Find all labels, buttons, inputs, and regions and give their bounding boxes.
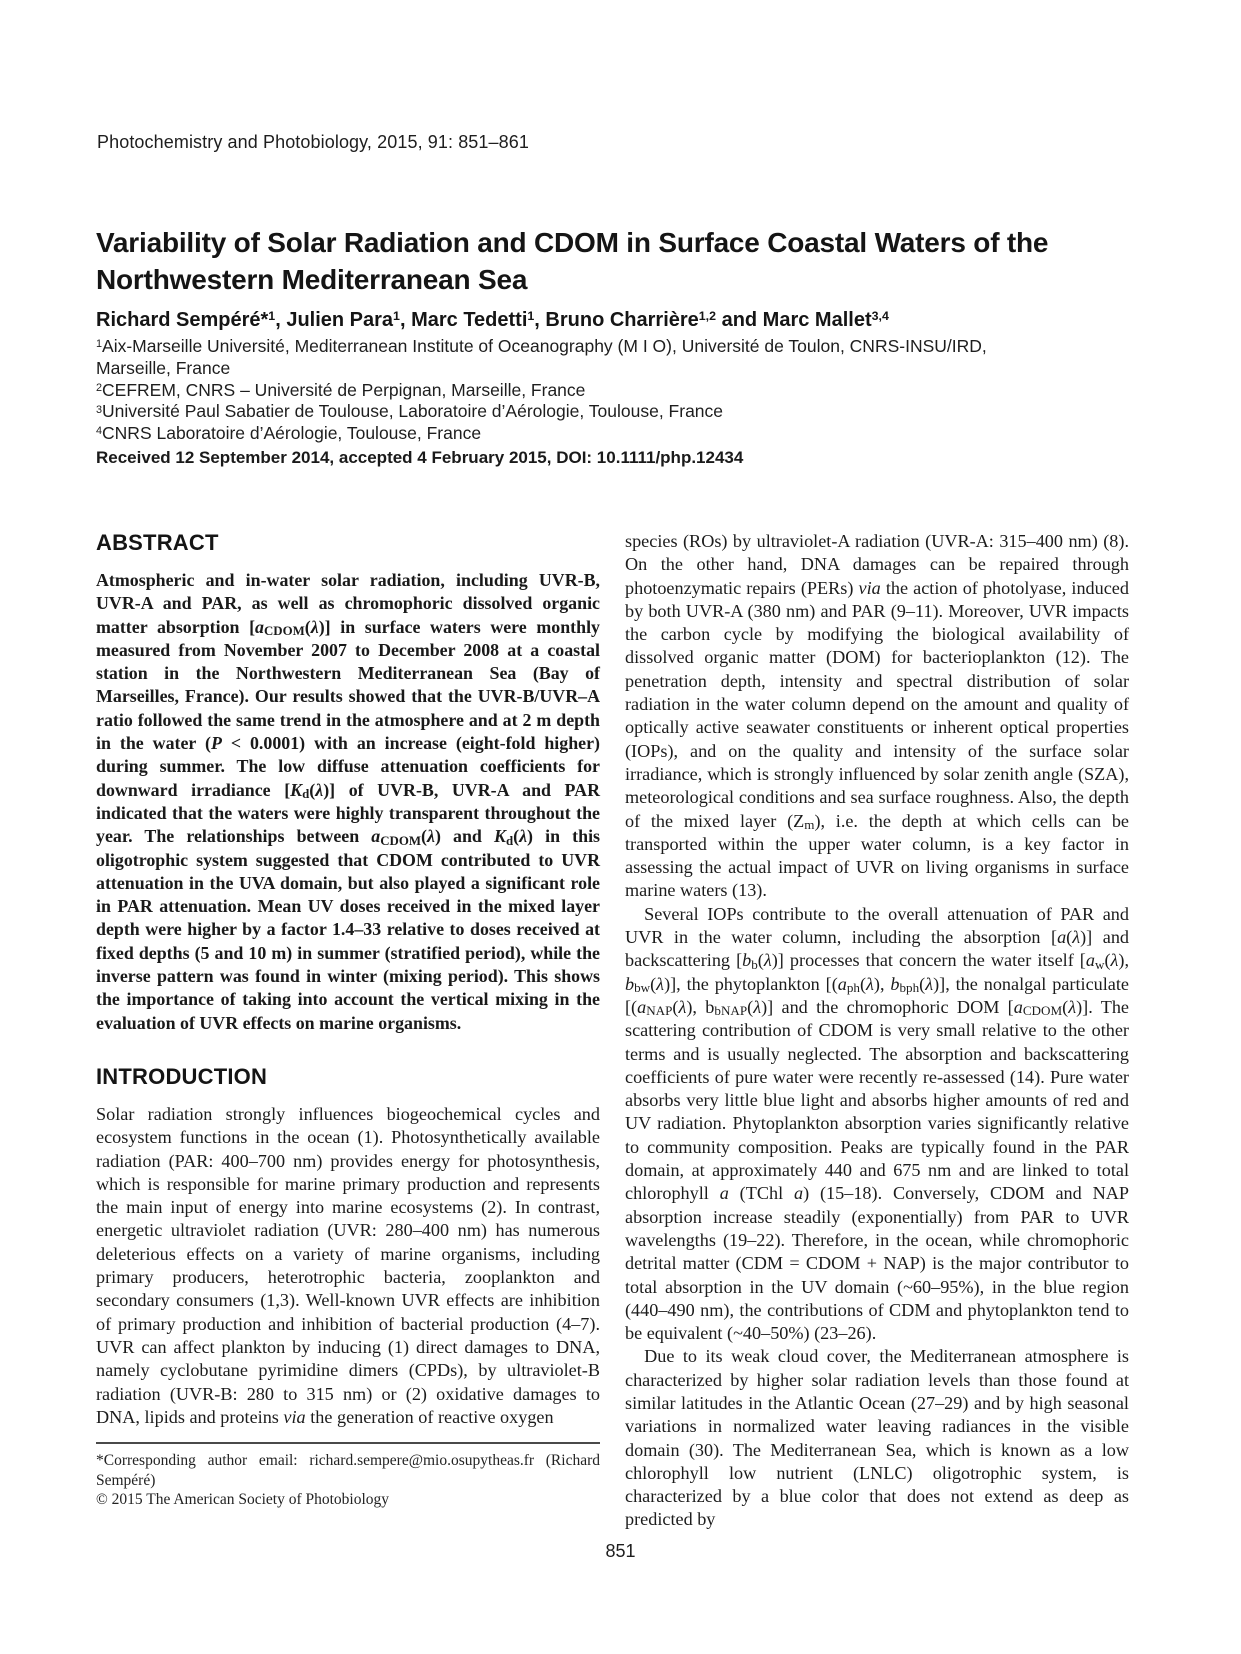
authors-line: Richard Sempéré*$^1$, Julien Para$^1$, Marc Tedetti$^1$, Bruno Charrière$^{1,2}$ and Marc Mallet$^{3,4}$ — [96, 309, 889, 331]
footnote-divider — [96, 1442, 600, 1444]
introduction-paragraph-2: species (ROs) by ultraviolet-A radiation (UVR-A: 315–400 nm) (8). On the other hand, DNA damages can be repaired through photoenzymatic repairs (PERs) via the action of photolyase, induced by both UVR-A (380 nm) and PAR (9–11). Moreover, UVR impacts the carbon cycle by modifying the biological availability of dissolved organic matter (DOM) for bacterioplankton (12). The penetration depth, intensity and spectral distribution of solar radiation in the water column depend on the amount and quality of optically active seawater constituents or inherent optical properties (IOPs), and on the quality and intensity of the surface solar irradiance, which is strongly influenced by solar zenith angle (SZA), meteorological conditions and sea surface roughness. Also, the depth of the mixed layer $(Z_m)$, i.e. the depth at which cells can be transported within the upper water column, is a key factor in assessing the actual impact of UVR on living organisms in surface marine waters (13). — [625, 531, 1129, 901]
article-title: Variability of Solar Radiation and CDOM in Surface Coastal Waters of the Northwestern Mediterranean Sea — [96, 227, 1049, 295]
journal-header-line: Photochemistry and Photobiology, 2015, 91: 851–861 — [97, 132, 529, 152]
affiliation-3: $^3$Université Paul Sabatier de Toulouse, Laboratoire d’Aérologie, Toulouse, France — [96, 401, 724, 422]
introduction-paragraph-3: Several IOPs contribute to the overall attenuation of PAR and UVR in the water column, including the absorption [a(λ)] and backscattering $[b_b(\lambda)]$ processes that concern the water itself [$a_w(\lambda)$, $b_{bw}(\lambda)$], the phytoplankton [($a_{ph}(\lambda)$, $b_{bph}(\lambda)$], the nonalgal particulate [($a_{NAP}(\lambda)$, $b_{bNAP}(\lambda)$] and the chromophoric DOM $[a_{CDOM}(\lambda)]$. The scattering contribution of CDOM is very small relative to the other terms and is usually neglected. The absorption and backscattering coefficients of pure water were recently re-assessed (14). Pure water absorbs very little blue light and absorbs higher amounts of red and UV radiation. Phytoplankton absorption varies significantly relative to community composition. Peaks are typically found in the PAR domain, at approximately 440 and 675 nm and are linked to total chlorophyll a (TChl a) (15–18). Conversely, CDOM and NAP absorption increase steadily (exponentially) from PAR to UVR wavelengths (19–22). Therefore, in the ocean, while chromophoric detrital matter (CDM = CDOM + NAP) is the major contributor to total absorption in the UV domain (~60–95%), in the blue region (440–490 nm), the contributions of CDM and phytoplankton tend to be equivalent (~40–50%) (23–26). — [625, 903, 1130, 1344]
page-number: 851 — [605, 1541, 636, 1561]
introduction-paragraph-4: Due to its weak cloud cover, the Mediterranean atmosphere is characterized by higher solar radiation levels than those found at similar latitudes in the Atlantic Ocean (27–29) and by high seasonal variations in normalized water leaving radiances in the visible domain (30). The Mediterranean Sea, which is known as a low chlorophyll low nutrient (LNLC) oligotrophic system, is characterized by a blue color that does not extend as deep as predicted by — [625, 1346, 1129, 1530]
footnote-correspondence: *Corresponding author email: richard.sempere@mio.osupytheas.fr (Richard Sempéré) — [96, 1452, 600, 1489]
footnote-block — [96, 1442, 600, 1510]
affiliation-1: $^1$Aix-Marseille Université, Mediterranean Institute of Oceanography (M I O), Université de Toulon, CNRS-INSU/IRD, Marseille, France — [96, 336, 987, 378]
affiliation-4: $^4$CNRS Laboratoire d’Aérologie, Toulouse, France — [96, 423, 482, 444]
right-column — [625, 530, 1129, 1532]
abstract-body: Atmospheric and in-water solar radiation, including UVR-B, UVR-A and PAR, as well as chromophoric dissolved organic matter absorption $[a_{CDOM}(\lambda)]$ in surface waters were monthly measured from November 2007 to December 2008 at a coastal station in the Northwestern Mediterranean Sea (Bay of Marseilles, France). Our results showed that the UVR-B/UVR–A ratio followed the same trend in the atmosphere and at 2 m depth in the water (P < 0.0001) with an increase (eight-fold higher) during summer. The low diffuse attenuation coefficients for downward irradiance $[K_d(\lambda)]$ of UVR-B, UVR-A and PAR indicated that the waters were highly transparent throughout the year. The relationships between $a_{CDOM}(\lambda)$ and $K_d(\lambda)$ in this oligotrophic system suggested that CDOM contributed to UVR attenuation in the UVA domain, but also played a significant role in PAR attenuation. Mean UV doses received in the mixed layer depth were higher by a factor 1.4–33 relative to doses received at fixed depths (5 and 10 m) in summer (stratified period), while the inverse pattern was found in winter (mixing period). This shows the importance of taking into account the vertical mixing in the evaluation of UVR effects on marine organisms. — [96, 570, 601, 1033]
introduction-paragraph-1: Solar radiation strongly influences biogeochemical cycles and ecosystem functions in the ocean (1). Photosynthetically available radiation (PAR: 400–700 nm) provides energy for photosynthesis, which is responsible for marine primary production and represents the main input of energy into marine ecosystems (2). In contrast, energetic ultraviolet radiation (UVR: 280–400 nm) has numerous deleterious effects on a variety of marine organisms, including primary producers, heterotrophic bacteria, zooplankton and secondary consumers (1,3). Well-known UVR effects are inhibition of primary production and inhibition of bacterial production (4–7). UVR can affect plankton by inducing (1) direct damages to DNA, namely cyclobutane pyrimidine dimers (CPDs), by ultraviolet-B radiation (UVR-B: 280 to 315 nm) or (2) oxidative damages to DNA, lipids and proteins via the generation of reactive oxygen — [96, 1103, 600, 1427]
affiliation-2: $^2$CEFREM, CNRS – Université de Perpignan, Marseille, France — [96, 379, 586, 400]
received-line: Received 12 September 2014, accepted 4 February 2015, DOI: 10.1111/php.12434 — [96, 448, 744, 467]
introduction-heading: INTRODUCTION — [96, 1063, 268, 1089]
footnote-copyright: © 2015 The American Society of Photobiology — [96, 1491, 390, 1509]
body-columns — [96, 530, 1129, 1532]
abstract-heading: ABSTRACT — [96, 530, 219, 555]
affiliations-block — [96, 336, 1046, 445]
left-column — [96, 530, 600, 1532]
